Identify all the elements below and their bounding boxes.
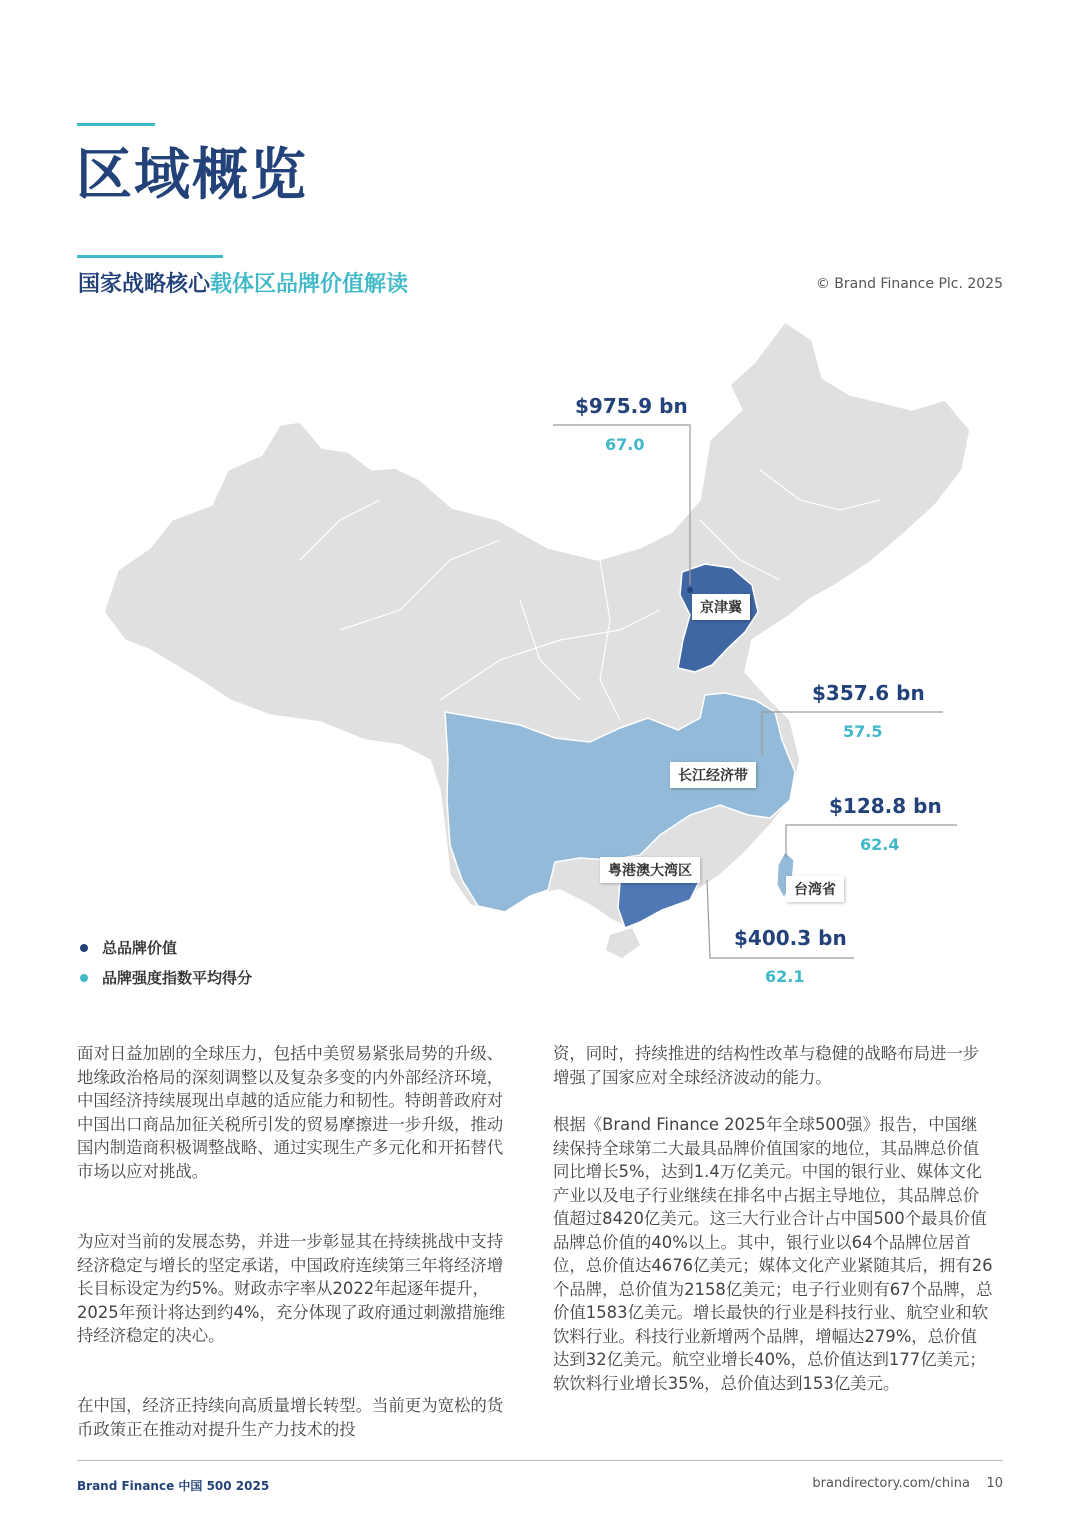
jingjinji-pointer-dot <box>687 587 693 593</box>
legend-total-value <box>80 937 177 958</box>
subtitle-dark-part: 国家战略核心 <box>78 272 211 297</box>
subtitle-accent-line <box>77 255 223 258</box>
body-left-paragraph-1: 面对日益加剧的全球压力，包括中美贸易紧张局势的升级、地缘政治格局的深刻调整以及复杂多变的内外部经济环境，中国经济持续展现出卓越的适应能力和韧性。特朗普政府对中国出口商品加征关税所引发的贸易摩擦进一步升级，推动国内制造商积极调整战略、通过实现生产多元化和开拓替代市场以应对挑战。 <box>77 1044 504 1181</box>
footer-report-title: Brand Finance 中国 500 2025 <box>77 1479 270 1493</box>
gba-total-value: $400.3 bn <box>734 926 847 950</box>
body-left-paragraph-2: 为应对当前的发展态势，并进一步彰显其在持续挑战中支持经济稳定与增长的坚定承诺，中国政府连续第三年将经济增长目标设定为约5%。财政赤字率从2022年起逐年提升，2025年预计将达到约4%，充分体现了政府通过刺激措施维持经济稳定的决心。 <box>77 1232 506 1345</box>
jingjinji-label: 京津冀 <box>692 594 750 620</box>
taiwan-bsi-score: 62.4 <box>860 835 900 854</box>
footer-rule <box>77 1460 1003 1461</box>
title-accent-line <box>77 123 155 126</box>
jingjinji-total-value: $975.9 bn <box>575 394 688 418</box>
legend-bsi-score <box>80 967 252 988</box>
legend-dot-dark <box>80 944 88 952</box>
page-number: 10 <box>986 1476 1003 1491</box>
taiwan-label: 台湾省 <box>786 876 844 902</box>
body-left-paragraph-3: 在中国，经济正持续向高质量增长转型。当前更为宽松的货币政策正在推动对提升生产力技术的投 <box>77 1396 504 1439</box>
jingjinji-bsi-score: 67.0 <box>605 435 645 454</box>
yangtze-bsi-score: 57.5 <box>843 722 883 741</box>
body-right-paragraph-2: 根据《Brand Finance 2025年全球500强》报告，中国继续保持全球第二大最具品牌价值国家的地位，其品牌总价值同比增长5%，达到1.4万亿美元。中国的银行业、媒体文化产业以及电子行业继续在排名中占据主导地位，其品牌总价值超过8420亿美元。这三大行业合计占中国500个最具价值品牌总价值的40%以上。其中，银行业以64个品牌位居首位，总价值达4676亿美元；媒体文化产业紧随其后，拥有26个品牌，总价值为2158亿美元；电子行业则有67个品牌，总价值1583亿美元。增长最快的行业是科技行业、航空业和软饮料行业。科技行业新增两个品牌，增幅达279%，总价值达到32亿美元。航空业增长40%，总价值达到177亿美元；软饮料行业增长35%，总价值达到153亿美元。 <box>553 1115 993 1393</box>
gba-bsi-score: 62.1 <box>765 967 805 986</box>
china-region-map <box>0 300 1080 1000</box>
gba-label: 粤港澳大湾区 <box>600 857 700 883</box>
body-right-paragraph-1: 资，同时，持续推进的结构性改革与稳健的战略布局进一步增强了国家应对全球经济波动的能力。 <box>553 1044 980 1087</box>
taiwan-total-value: $128.8 bn <box>829 794 942 818</box>
section-subtitle <box>78 270 408 300</box>
copyright-notice: © Brand Finance Plc. 2025 <box>815 276 1003 292</box>
hainan-shape <box>606 928 640 958</box>
yangtze-label: 长江经济带 <box>670 762 756 788</box>
footer-url-link[interactable]: brandirectory.com/china <box>812 1476 970 1491</box>
legend-dot-teal <box>80 974 88 982</box>
page-title: 区域概览 <box>76 143 308 208</box>
legend-bsi-score-label: 品牌强度指数平均得分 <box>102 969 253 987</box>
legend-total-value-label: 总品牌价值 <box>102 939 178 957</box>
yangtze-total-value: $357.6 bn <box>812 681 925 705</box>
subtitle-teal-part: 载体区品牌价值解读 <box>210 272 409 297</box>
